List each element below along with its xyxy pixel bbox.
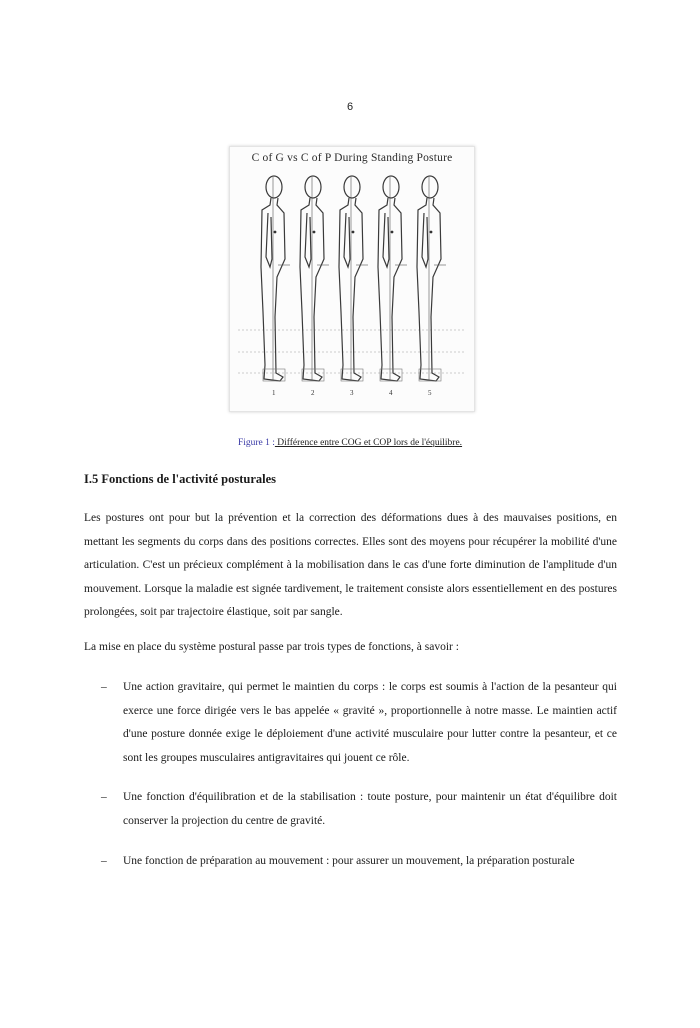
figure-number-label: 4 — [389, 389, 393, 397]
body-paragraph: Les postures ont pour but la prévention et la correction des déformations dues à des mauvaises positions, en mettant les segments du corps dans des positions correctes. Elles sont des moyens pour récupérer la mobilité d'une articulation. C'est un précieux complément à la mobilisation dans le cas d'une forte diminution de l'amplitude d'un mouvement. Lorsque la maladie est signée tardivement, le traitement consiste alors essentiellement en des postures prolongées, soit par trajectoire élastique, soit par sangle. — [84, 512, 617, 619]
page-number: 6 — [346, 101, 354, 113]
figure-caption — [0, 438, 700, 448]
standing-figure-1 — [261, 176, 290, 381]
figure-number-label: 1 — [272, 389, 276, 397]
dash-bullet-icon: – — [101, 681, 107, 693]
list-item — [84, 676, 617, 770]
caption-label: Figure 1 : — [237, 438, 275, 448]
dash-bullet-icon: – — [101, 855, 107, 867]
figure-number-label: 2 — [311, 389, 315, 397]
standing-figure-2 — [300, 176, 329, 381]
posture-illustration — [230, 147, 474, 411]
figure-number-label: 3 — [350, 389, 354, 397]
dash-bullet-icon: – — [101, 791, 107, 803]
figure-number-label: 5 — [428, 389, 432, 397]
standing-figure-5 — [417, 176, 446, 381]
figure-image — [229, 146, 475, 412]
list-item — [84, 850, 617, 874]
intro-paragraph: La mise en place du système postural passe par trois types de fonctions, à savoir : — [84, 641, 459, 653]
standing-figure-4 — [378, 176, 407, 381]
list-item-text: Une fonction d'équilibration et de la stabilisation : toute posture, pour maintenir un état d'équilibre doit conserver la projection du centre de gravité. — [123, 791, 617, 827]
section-heading: I.5 Fonctions de l'activité posturales — [84, 472, 277, 486]
figure-title: C of G vs C of P During Standing Posture — [251, 152, 453, 164]
caption-text: Différence entre COG et COP lors de l'équilibre. — [274, 438, 463, 448]
list-item-text: Une action gravitaire, qui permet le maintien du corps : le corps est soumis à l'action de la pesanteur qui exerce une force dirigée vers le bas appelée « gravité », proportionnelle à notre masse. Le maintien actif d'une posture donnée exige le déploiement d'une activité musculaire pour lutter contre la pesanteur, et ce sont les groupes musculaires antigravitaires qui jouent ce rôle. — [123, 681, 617, 764]
standing-figure-3 — [339, 176, 368, 381]
list-item-text: Une fonction de préparation au mouvement : pour assurer un mouvement, la préparation posturale — [123, 855, 575, 867]
list-item — [84, 786, 617, 833]
